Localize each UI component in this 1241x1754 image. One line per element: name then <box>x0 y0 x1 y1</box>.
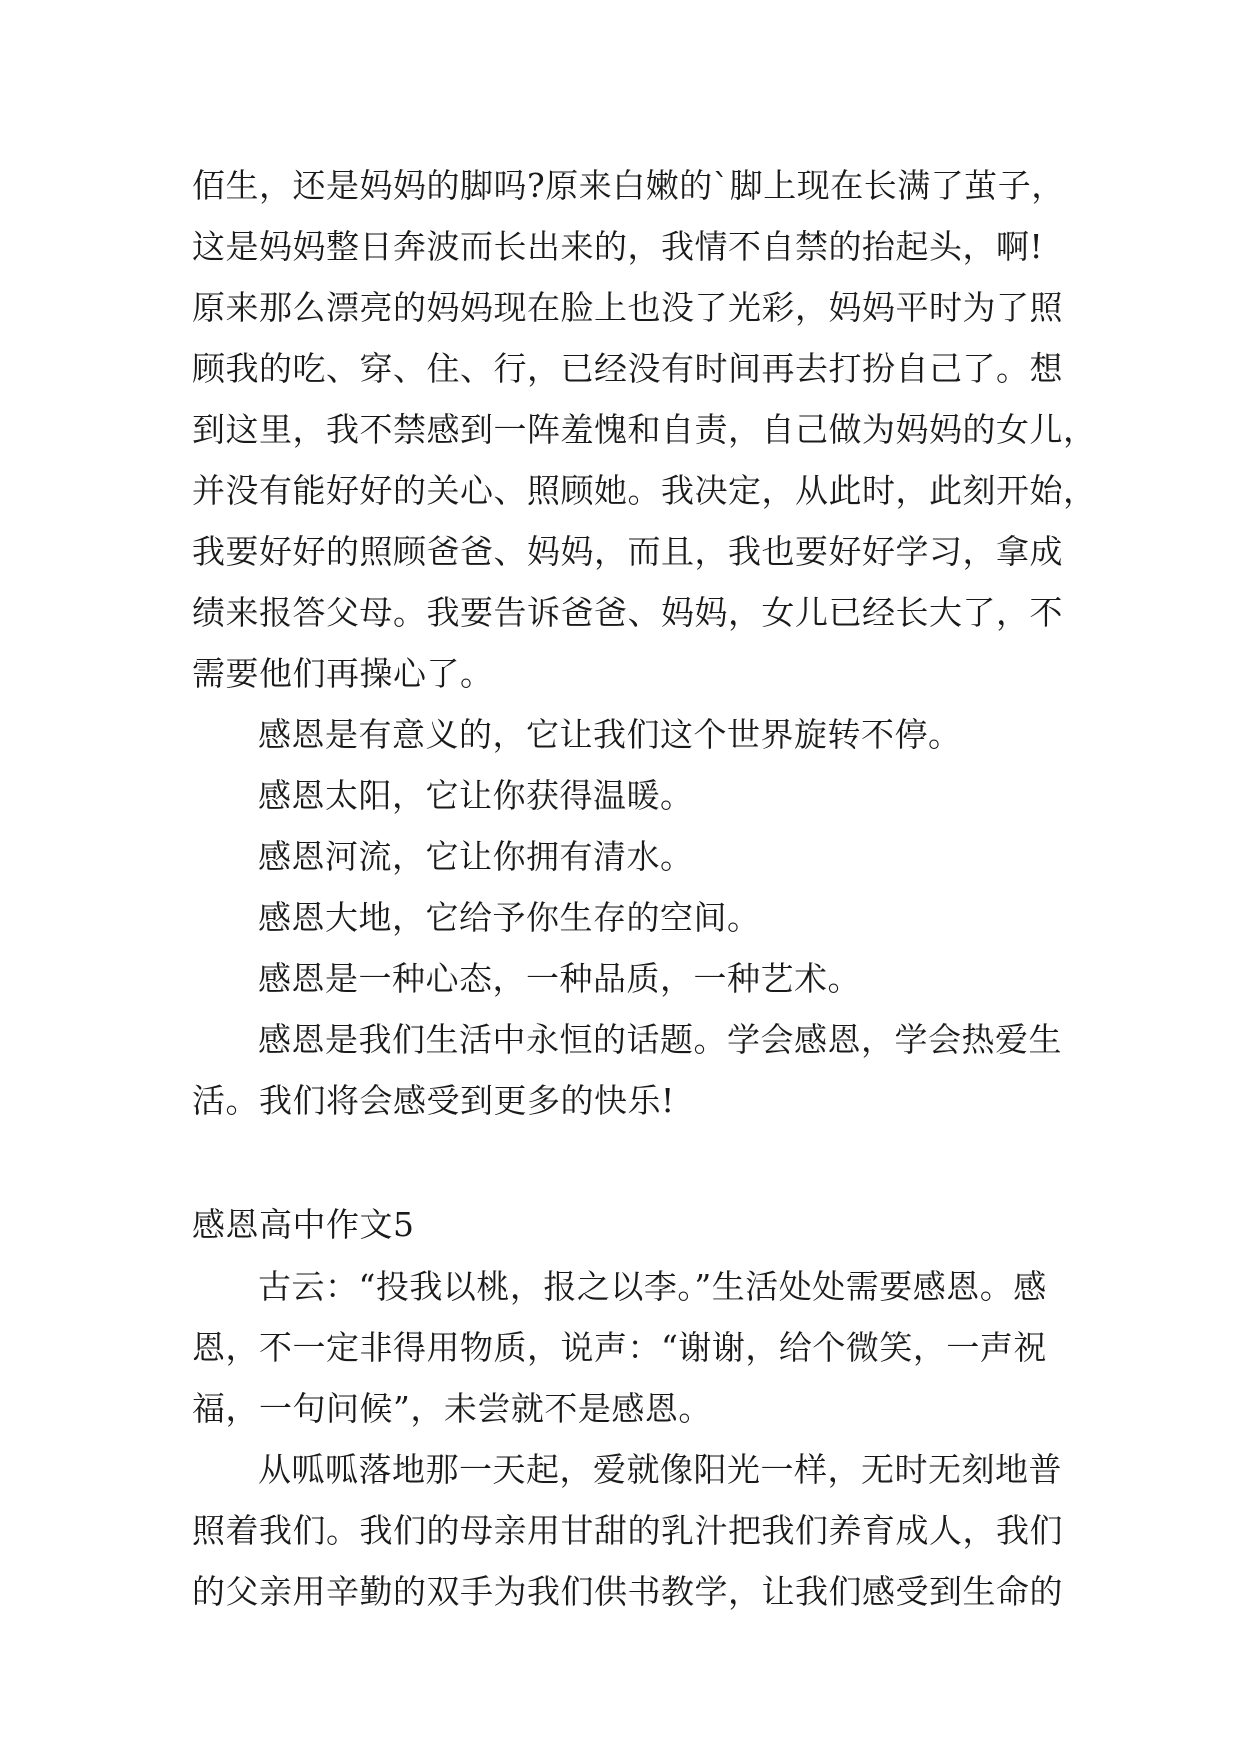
text-line: 绩来报答父母。我要告诉爸爸、妈妈，女儿已经长大了，不 <box>192 593 1063 632</box>
text-line: 照着我们。我们的母亲用甘甜的乳汁把我们养育成人，我们 <box>192 1511 1063 1550</box>
text-line: 到这里，我不禁感到一阵羞愧和自责，自己做为妈妈的女儿， <box>192 410 1097 449</box>
text-line: 福，一句问候”，未尝就不是感恩。 <box>192 1389 712 1428</box>
text-line: 感恩是一种心态，一种品质，一种艺术。 <box>258 959 861 998</box>
text-line: 这是妈妈整日奔波而长出来的，我情不自禁的抬起头，啊! <box>192 227 1044 266</box>
text-line: 需要他们再操心了。 <box>192 654 494 693</box>
text-line: 佰生，还是妈妈的脚吗?原来白嫩的`脚上现在长满了茧子， <box>192 166 1065 205</box>
text-line: 的父亲用辛勤的双手为我们供书教学，让我们感受到生命的 <box>192 1572 1063 1611</box>
text-line: 原来那么漂亮的妈妈现在脸上也没了光彩，妈妈平时为了照 <box>192 288 1063 327</box>
text-line: 感恩是有意义的，它让我们这个世界旋转不停。 <box>258 715 962 754</box>
text-line: 我要好好的照顾爸爸、妈妈，而且，我也要好好学习，拿成 <box>192 532 1063 571</box>
text-line: 顾我的吃、穿、住、行，已经没有时间再去打扮自己了。想 <box>192 349 1063 388</box>
text-line: 感恩太阳，它让你获得温暖。 <box>258 776 694 815</box>
text-line: 感恩大地，它给予你生存的空间。 <box>258 898 761 937</box>
text-line: 古云：“投我以桃，报之以李。”生活处处需要感恩。感 <box>258 1267 1047 1306</box>
text-line: 活。我们将会感受到更多的快乐! <box>192 1081 675 1120</box>
text-line: 并没有能好好的关心、照顾她。我决定，从此时，此刻开始， <box>192 471 1097 510</box>
text-line: 感恩是我们生活中永恒的话题。学会感恩，学会热爱生 <box>258 1020 1062 1059</box>
text-line: 从呱呱落地那一天起，爱就像阳光一样，无时无刻地普 <box>258 1450 1062 1489</box>
text-line: 恩，不一定非得用物质，说声：“谢谢，给个微笑，一声祝 <box>192 1328 1047 1367</box>
section-title: 感恩高中作文5 <box>192 1205 415 1244</box>
text-line: 感恩河流，它让你拥有清水。 <box>258 837 694 876</box>
